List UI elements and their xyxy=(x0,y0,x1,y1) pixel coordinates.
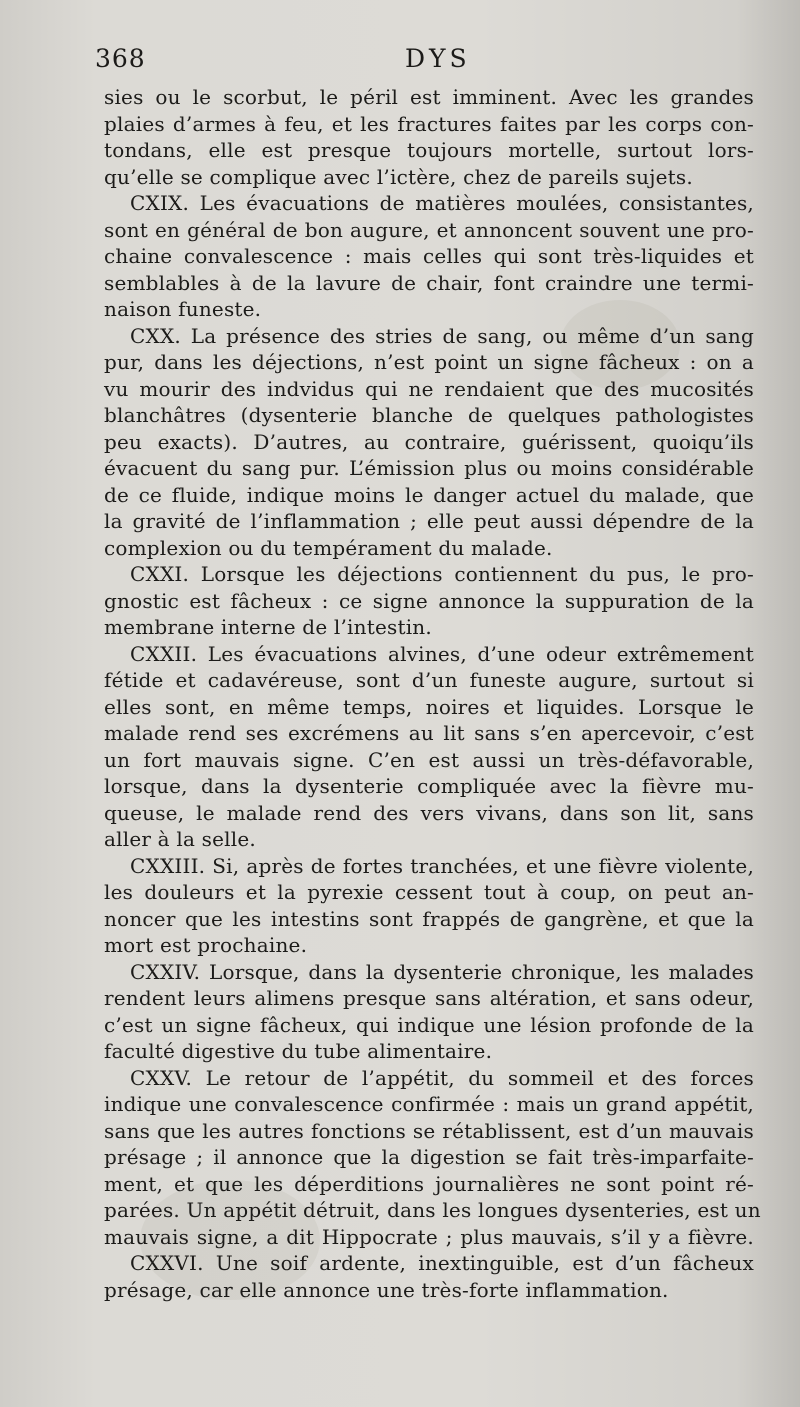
text-line: c’est un signe fâcheux, qui indique une lésion profonde de la xyxy=(104,1012,754,1037)
text-line: noncer que les intestins sont frappés de gangrène, et que la xyxy=(104,906,754,931)
page-number: 368 xyxy=(95,44,146,73)
text-line: parées. Un appétit détruit, dans les longues dysenteries, est un xyxy=(104,1198,761,1222)
paragraph-cxxi-start: CXXI. Lorsque les déjections contiennent du pus, le pro- xyxy=(130,562,754,586)
text-line: sont en général de bon augure, et annoncent souvent une pro- xyxy=(104,217,754,242)
paragraph-cxx-start: CXX. La présence des stries de sang, ou même d’un sang xyxy=(130,323,754,348)
text-line: sans que les autres fonctions se rétablissent, est d’un mauvais xyxy=(104,1118,754,1143)
text-line: gnostic est fâcheux : ce signe annonce la suppuration de la xyxy=(104,588,754,613)
paragraph-cxxii-start: CXXII. Les évacuations alvines, d’une odeur extrêmement xyxy=(130,641,754,666)
text-line: tondans, elle est presque toujours mortelle, surtout lors- xyxy=(104,138,754,162)
text-line: indique une convalescence confirmée : mais un grand appétit, xyxy=(104,1092,754,1116)
text-line: évacuent du sang pur. L’émission plus ou moins considérable xyxy=(104,456,754,480)
running-head: DYS xyxy=(405,44,471,73)
text-line: queuse, le malade rend des vers vivans, dans son lit, sans xyxy=(104,800,754,825)
text-line: mauvais signe, a dit Hippocrate ; plus mauvais, s’il y a fièvre. xyxy=(104,1224,754,1249)
text-line: vu mourir des indvidus qui ne rendaient que des mucosités xyxy=(104,376,754,401)
text-line: plaies d’armes à feu, et les fractures faites par les corps con- xyxy=(104,111,754,136)
paragraph-cxix-start: CXIX. Les évacuations de matières moulées, consistantes, xyxy=(130,191,754,215)
page-header xyxy=(95,44,755,78)
text-line: faculté digestive du tube alimentaire. xyxy=(104,1039,493,1063)
text-line: de ce fluide, indique moins le danger actuel du malade, que xyxy=(104,482,754,507)
text-line: elles sont, en même temps, noires et liquides. Lorsque le xyxy=(104,694,754,719)
paragraph-cxxiii-start: CXXIII. Si, après de fortes tranchées, et une fièvre violente, xyxy=(130,853,754,878)
body-text xyxy=(104,84,761,1303)
text-line: peu exacts). D’autres, au contraire, guérissent, quoiqu’ils xyxy=(104,429,754,454)
text-line: qu’elle se complique avec l’ictère, chez de pareils sujets. xyxy=(104,164,693,189)
text-line: blanchâtres (dysenterie blanche de quelques pathologistes xyxy=(104,403,754,427)
text-line: un fort mauvais signe. C’en est aussi un très-défavorable, xyxy=(104,747,754,772)
text-line: complexion ou du tempérament du malade. xyxy=(104,535,553,560)
text-line: la gravité de l’inflammation ; elle peut aussi dépendre de la xyxy=(104,509,754,533)
text-line: sies ou le scorbut, le péril est imminent. Avec les grandes xyxy=(104,85,754,109)
paragraph-cxxiv-start: CXXIV. Lorsque, dans la dysenterie chronique, les malades xyxy=(130,959,754,984)
text-line: membrane interne de l’intestin. xyxy=(104,615,432,639)
text-line: malade rend ses excrémens au lit sans s’en apercevoir, c’est xyxy=(104,721,754,745)
text-line: lorsque, dans la dysenterie compliquée avec la fièvre mu- xyxy=(104,774,754,798)
text-line: naison funeste. xyxy=(104,297,262,321)
text-line: semblables à de la lavure de chair, font craindre une termi- xyxy=(104,270,754,295)
text-line: mort est prochaine. xyxy=(104,933,308,957)
text-line: chaine convalescence : mais celles qui sont très-liquides et xyxy=(104,244,754,268)
paragraph-cxxvi-start: CXXVI. Une soif ardente, inextinguible, est d’un fâcheux xyxy=(130,1251,754,1275)
text-line: présage ; il annonce que la digestion se fait très-imparfaite- xyxy=(104,1145,754,1169)
paragraph-cxxv-start: CXXV. Le retour de l’appétit, du sommeil et des forces xyxy=(130,1065,754,1090)
text-line: ment, et que les déperditions journalières ne sont point ré- xyxy=(104,1171,754,1196)
text-line: les douleurs et la pyrexie cessent tout à coup, on peut an- xyxy=(104,880,754,904)
text-line: aller à la selle. xyxy=(104,827,256,851)
text-line: présage, car elle annonce une très-forte inflammation. xyxy=(104,1277,669,1302)
text-line: fétide et cadavéreuse, sont d’un funeste augure, surtout si xyxy=(104,668,754,692)
text-line: pur, dans les déjections, n’est point un signe fâcheux : on a xyxy=(104,350,754,374)
text-line: rendent leurs alimens presque sans altération, et sans odeur, xyxy=(104,986,754,1010)
